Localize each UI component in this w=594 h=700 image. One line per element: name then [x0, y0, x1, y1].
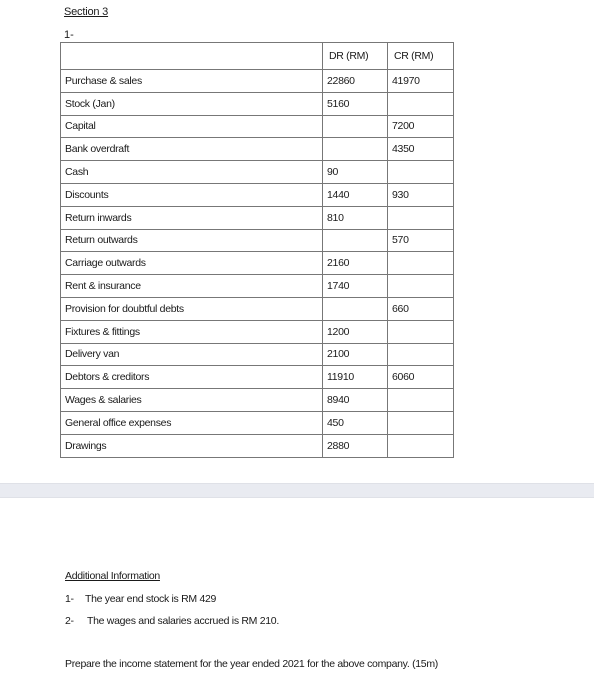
- item-number: 2-: [65, 615, 74, 627]
- table-row: [61, 92, 454, 115]
- dr-cell: [323, 229, 388, 252]
- cr-cell: 6060: [388, 366, 454, 389]
- account-cell: Fixtures & fittings: [61, 320, 323, 343]
- account-cell: General office expenses: [61, 411, 323, 434]
- table-row: [61, 366, 454, 389]
- table-row: [61, 275, 454, 298]
- cr-cell: [388, 275, 454, 298]
- cr-cell: 930: [388, 183, 454, 206]
- item-number: 1-: [65, 593, 74, 605]
- table-row: [61, 138, 454, 161]
- dr-cell: 8940: [323, 389, 388, 412]
- dr-cell: [323, 115, 388, 138]
- cr-cell: 41970: [388, 70, 454, 93]
- account-cell: Bank overdraft: [61, 138, 323, 161]
- trial-balance-table: [60, 42, 454, 458]
- question-number: 1-: [64, 29, 74, 41]
- table-row: [61, 389, 454, 412]
- table-row: [61, 320, 454, 343]
- cr-cell: [388, 389, 454, 412]
- additional-info-title: Additional Information: [65, 570, 160, 582]
- cr-cell: [388, 206, 454, 229]
- question-prompt: Prepare the income statement for the year ended 2021 for the above company. (15m): [65, 658, 438, 670]
- account-cell: Capital: [61, 115, 323, 138]
- table-row: [61, 70, 454, 93]
- dr-cell: [323, 297, 388, 320]
- cr-cell: 7200: [388, 115, 454, 138]
- account-cell: Carriage outwards: [61, 252, 323, 275]
- page-divider: [0, 483, 594, 498]
- header-dr: DR (RM): [323, 43, 388, 70]
- dr-cell: 1200: [323, 320, 388, 343]
- account-cell: Delivery van: [61, 343, 323, 366]
- table-row: [61, 115, 454, 138]
- account-cell: Purchase & sales: [61, 70, 323, 93]
- cr-cell: [388, 161, 454, 184]
- table-row: [61, 161, 454, 184]
- dr-cell: 1740: [323, 275, 388, 298]
- dr-cell: 90: [323, 161, 388, 184]
- dr-cell: 2100: [323, 343, 388, 366]
- dr-cell: [323, 138, 388, 161]
- header-account: [61, 43, 323, 70]
- cr-cell: 660: [388, 297, 454, 320]
- table-row: [61, 434, 454, 457]
- dr-cell: 2880: [323, 434, 388, 457]
- account-cell: Discounts: [61, 183, 323, 206]
- cr-cell: [388, 343, 454, 366]
- account-cell: Cash: [61, 161, 323, 184]
- cr-cell: [388, 252, 454, 275]
- table-row: [61, 343, 454, 366]
- account-cell: Provision for doubtful debts: [61, 297, 323, 320]
- cr-cell: 570: [388, 229, 454, 252]
- table-row: [61, 206, 454, 229]
- account-cell: Wages & salaries: [61, 389, 323, 412]
- table-header-row: [61, 43, 454, 70]
- cr-cell: [388, 320, 454, 343]
- account-cell: Return inwards: [61, 206, 323, 229]
- account-cell: Rent & insurance: [61, 275, 323, 298]
- cr-cell: [388, 411, 454, 434]
- table-row: [61, 411, 454, 434]
- cr-cell: [388, 434, 454, 457]
- cr-cell: 4350: [388, 138, 454, 161]
- account-cell: Return outwards: [61, 229, 323, 252]
- header-cr: CR (RM): [388, 43, 454, 70]
- dr-cell: 5160: [323, 92, 388, 115]
- table-row: [61, 229, 454, 252]
- account-cell: Debtors & creditors: [61, 366, 323, 389]
- account-cell: Drawings: [61, 434, 323, 457]
- table-row: [61, 183, 454, 206]
- table-row: [61, 252, 454, 275]
- dr-cell: 810: [323, 206, 388, 229]
- item-text: The wages and salaries accrued is RM 210.: [87, 615, 279, 627]
- dr-cell: 22860: [323, 70, 388, 93]
- dr-cell: 1440: [323, 183, 388, 206]
- dr-cell: 450: [323, 411, 388, 434]
- item-text: The year end stock is RM 429: [85, 593, 217, 605]
- section-title: Section 3: [64, 6, 109, 18]
- table-row: [61, 297, 454, 320]
- dr-cell: 11910: [323, 366, 388, 389]
- dr-cell: 2160: [323, 252, 388, 275]
- account-cell: Stock (Jan): [61, 92, 323, 115]
- cr-cell: [388, 92, 454, 115]
